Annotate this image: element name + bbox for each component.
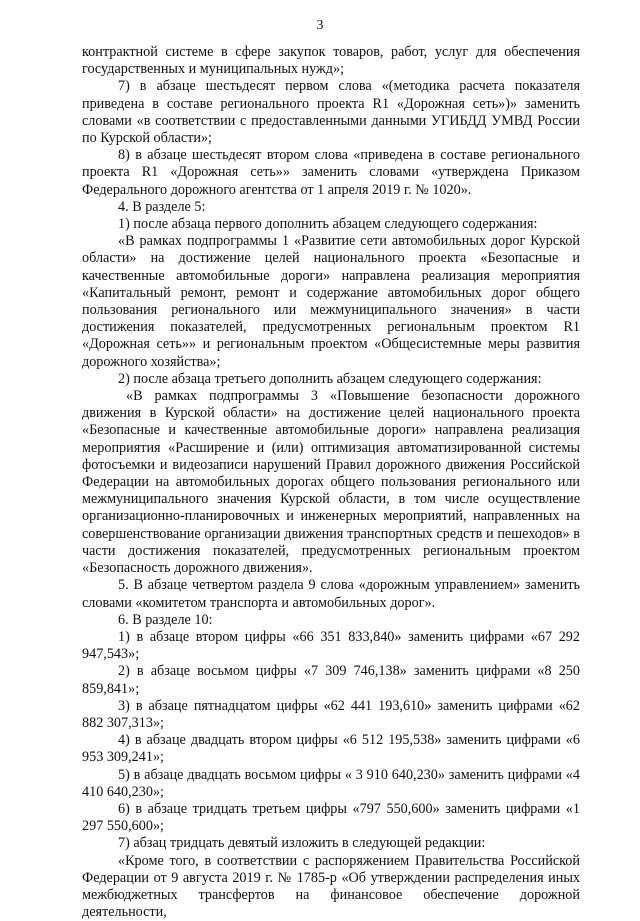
paragraph-13: 4) в абзаце двадцать втором цифры «6 512 195,538» заменить цифрами «6 953 309,241»; (82, 732, 580, 766)
paragraph-6: 2) после абзаца третьего дополнить абзацем следующего содержания: (118, 370, 542, 387)
paragraph-12: 3) в абзаце пятнадцатом цифры «62 441 193,610» заменить цифрами «62 882 307,313»; (82, 697, 580, 731)
paragraph-1: 7) в абзаце шестьдесят первом слова «(методика расчета показателя приведена в составе регионального проекта R1 «Дорожная сеть»)» заменить словами «в соответствии с предоставленными данными УГИБДД УМВД России по Курской области»; (82, 78, 580, 147)
paragraph-2: 8) в абзаце шестьдесят втором слова «приведена в составе регионального проекта R1 «Дорожная сеть»» заменить словами «утверждена Приказом Федерального дорожного агентства от 1 апреля 2019 г. № 1020». (82, 147, 580, 198)
paragraph-15: 6) в абзаце тридцать третьем цифры «797 550,600» заменить цифрами «1 297 550,600»; (82, 800, 580, 835)
paragraph-5: «В рамках подпрограммы 1 «Развитие сети автомобильных дорог Курской области» на достижение целей национального проекта «Безопасные и качественные автомобильные дороги» направлена реализация мероприятия «Капитальный ремонт, ремонт и содержание автомобильных дорог общего пользования регионального или межмуниципального значения» в части достижения показателей, предусмотренных региональным проектом R1 «Дорожная сеть»» и региональным проектом «Общесистемные меры развития дорожного хозяйства»; (82, 233, 580, 370)
paragraph-4: 1) после абзаца первого дополнить абзацем следующего содержания: (118, 216, 538, 233)
paragraph-10: 1) в абзаце втором цифры «66 351 833,840» заменить цифрами «67 292 947,543»; (82, 628, 580, 663)
paragraph-7: «В рамках подпрограммы 3 «Повышение безопасности дорожного движения в Курской области» на достижение целей национального проекта «Безопасные и качественные автомобильные дороги» направлена реализация мероприятия «Расширение и (или) оптимизация автоматизированной системы фотосъемки и видеозаписи нарушений Правил дорожного движения Российской Федерации на автомобильных дорогах общего пользования регионального или межмуниципального значения Курской области, в том числе осуществление организационно-планировочных и инженерных мероприятий, направленных на совершенствование организации движения транспортных средств и пешеходов» в части достижения показателей, предусмотренных региональным проектом «Безопасность дорожного движения». (82, 388, 580, 577)
document-body (82, 44, 580, 921)
paragraph-8: 5. В абзаце четвертом раздела 9 слова «дорожным управлением» заменить словами «комитетом транспорта и автомобильных дорог». (82, 577, 580, 611)
paragraph-14: 5) в абзаце двадцать восьмом цифры « 3 910 640,230» заменить цифрами «4 410 640,230»; (82, 766, 580, 800)
page-number: 3 (316, 18, 324, 33)
paragraph-17: «Кроме того, в соответствии с распоряжением Правительства Российской Федерации от 9 августа 2019 г. № 1785-р «Об утверждении распределения иных межбюджетных трансфертов на финансовое обеспечение дорожной деятельности, (82, 852, 580, 921)
paragraph-11: 2) в абзаце восьмом цифры «7 309 746,138» заменить цифрами «8 250 859,841»; (82, 663, 580, 697)
paragraph-0: контрактной системе в сфере закупок товаров, работ, услуг для обеспечения государственных и муниципальных нужд»; (82, 44, 580, 78)
paragraph-16: 7) абзац тридцать девятый изложить в следующей редакции: (118, 835, 486, 852)
paragraph-9: 6. В разделе 10: (118, 611, 213, 628)
paragraph-3: 4. В разделе 5: (118, 198, 206, 215)
